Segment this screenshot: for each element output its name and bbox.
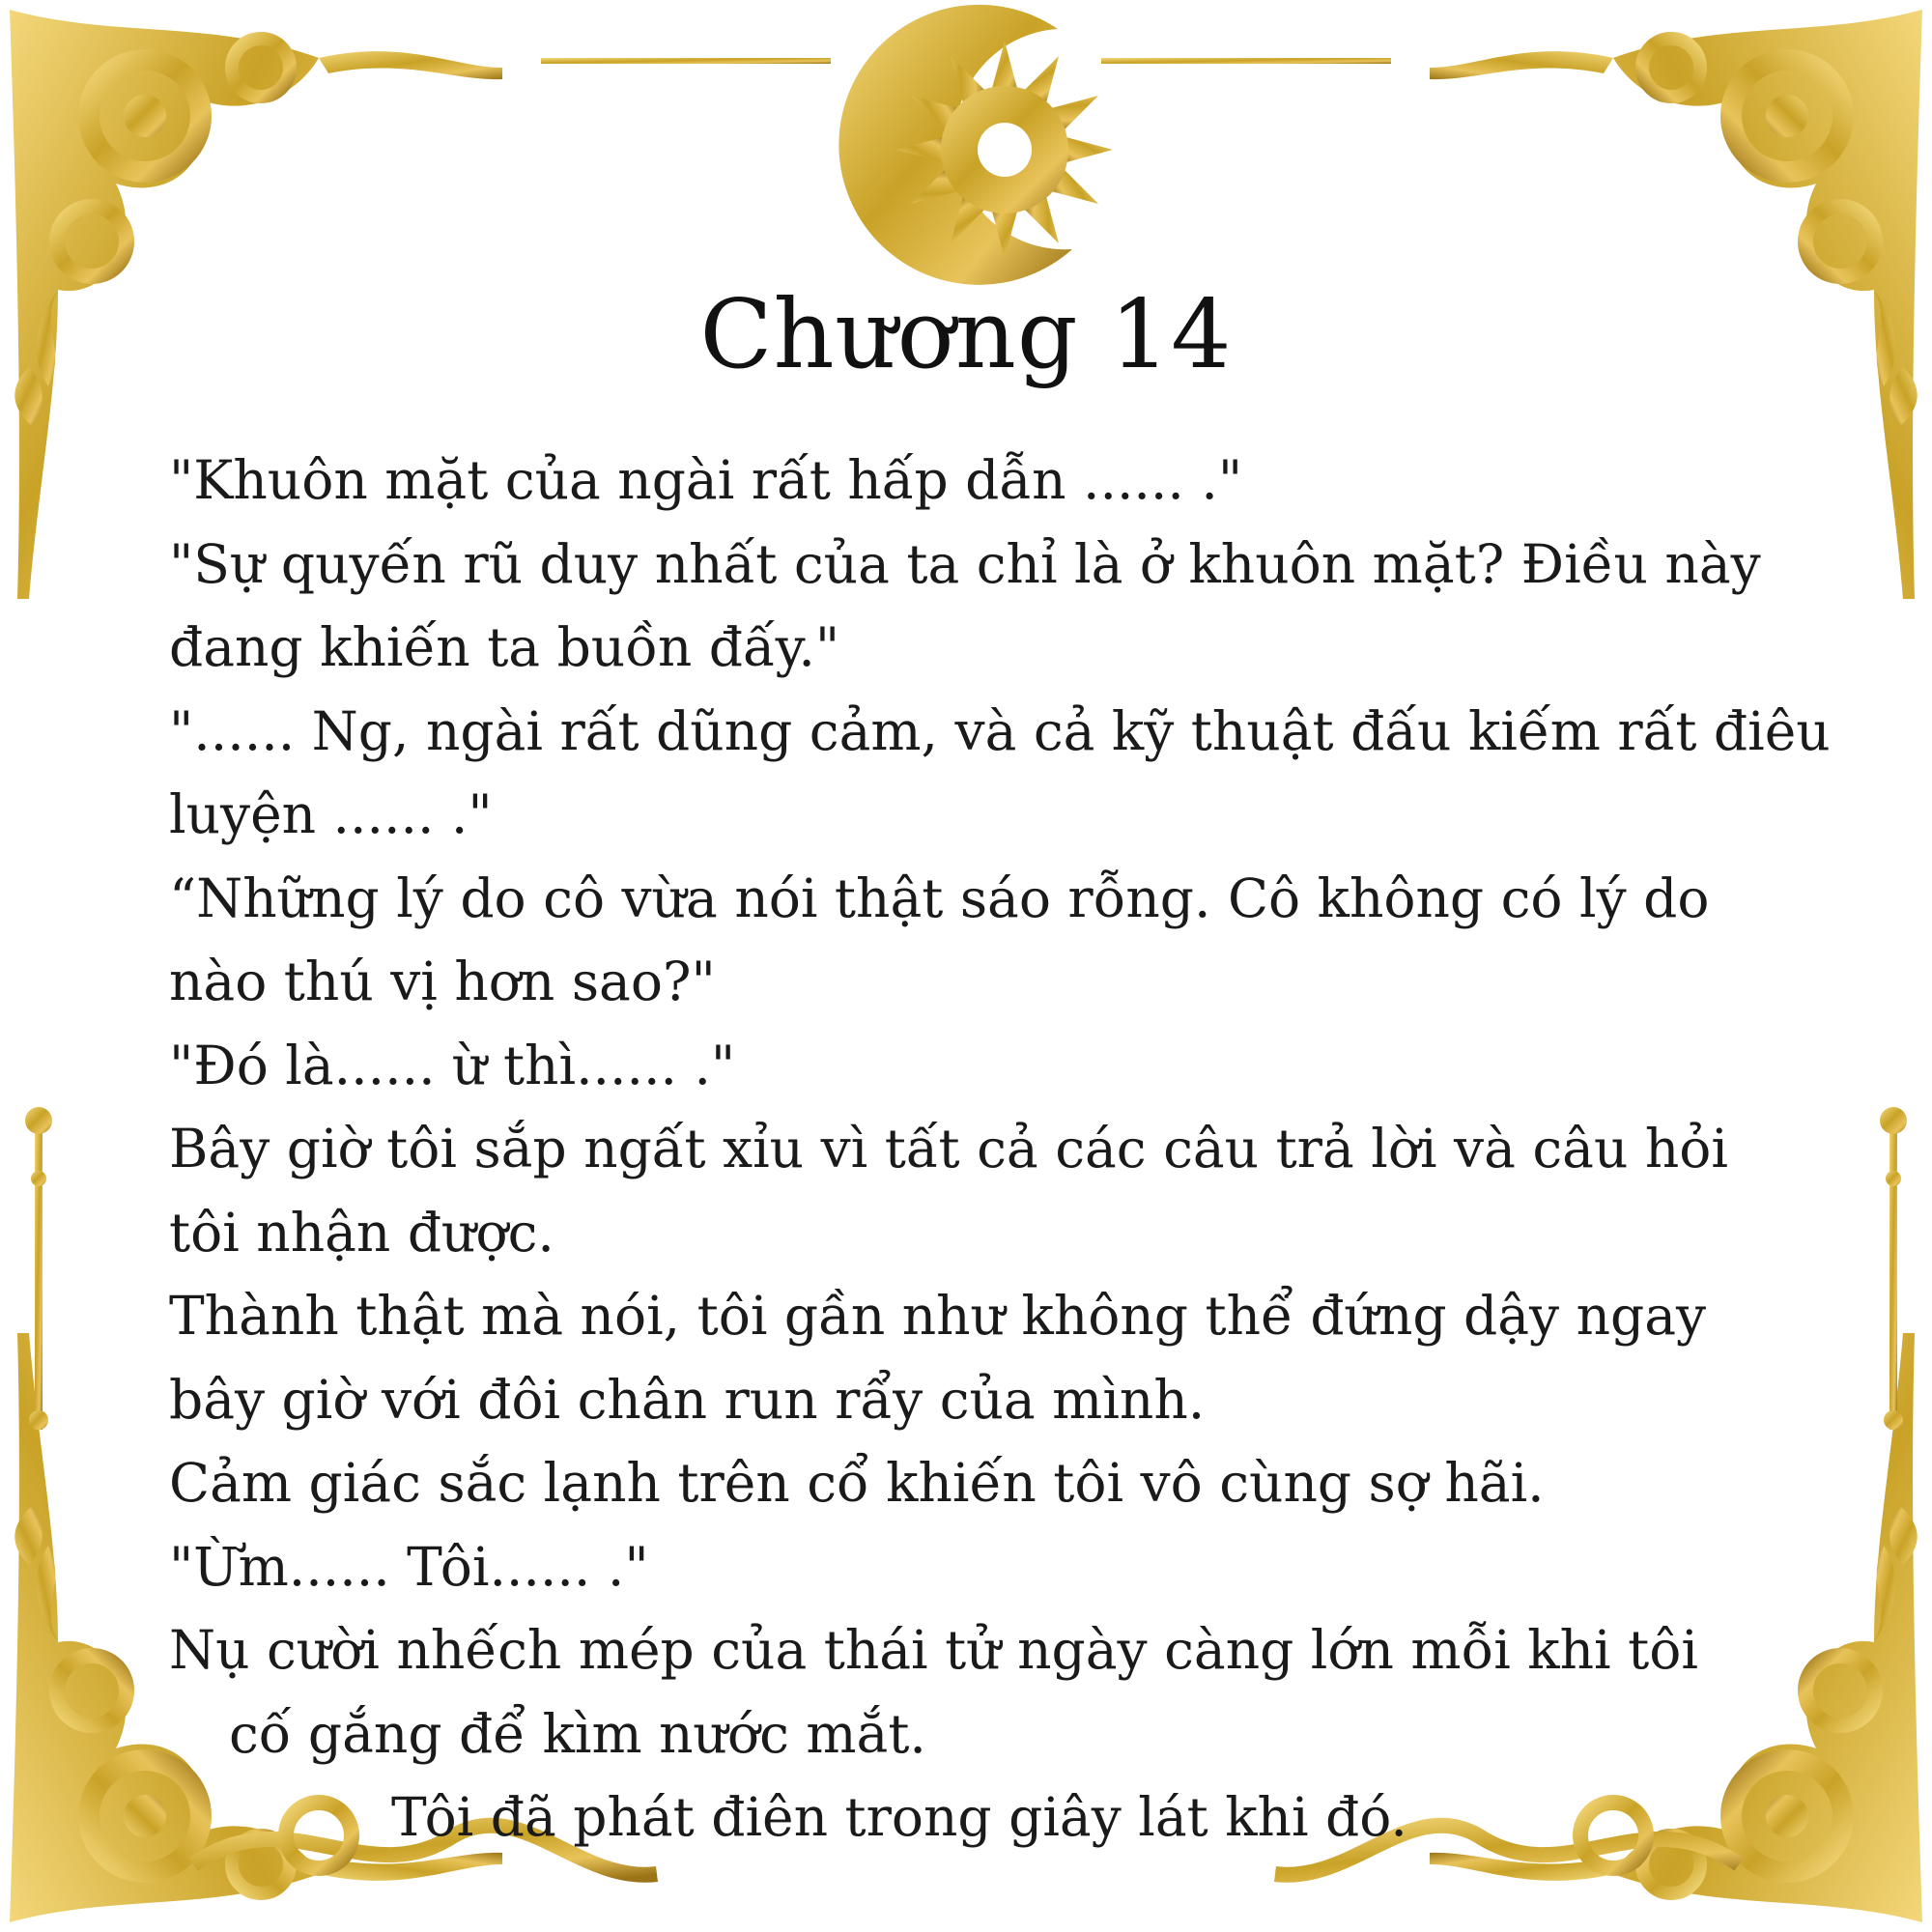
chapter-text — [169, 439, 1889, 1860]
text-line: Thành thật mà nói, tôi gần như không thể đứng dậy ngay — [169, 1285, 1707, 1347]
text-line: bây giờ với đôi chân run rẩy của mình. — [169, 1368, 1206, 1431]
chapter-title: Chương 14 — [699, 280, 1233, 390]
text-line: “Những lý do cô vừa nói thật sáo rỗng. Cô không có lý do — [169, 867, 1710, 929]
text-line: Nụ cười nhếch mép của thái tử ngày càng lớn mỗi khi tôi — [169, 1619, 1698, 1681]
text-line: luyện ...... ." — [169, 783, 493, 845]
text-line: Tôi đã phát điên trong giây lát khi đó. — [391, 1786, 1407, 1848]
text-line: "Đó là...... ừ thì...... ." — [169, 1034, 736, 1096]
text-line: "...... Ng, ngài rất dũng cảm, và cả kỹ thuật đấu kiếm rất điêu — [169, 699, 1831, 762]
text-line: "Sự quyến rũ duy nhất của ta chỉ là ở khuôn mặt? Điều này — [169, 532, 1761, 595]
moon-sun-emblem-icon — [838, 5, 1113, 285]
text-line: nào thú vị hơn sao?" — [169, 951, 716, 1012]
text-line: Cảm giác sắc lạnh trên cổ khiến tôi vô cùng sợ hãi. — [169, 1452, 1545, 1514]
text-line: cố gắng để kìm nước mắt. — [229, 1702, 926, 1765]
text-line: "Ừm...... Tôi...... ." — [169, 1535, 649, 1598]
text-line: Bây giờ tôi sắp ngất xỉu vì tất cả các câu trả lời và câu hỏi — [169, 1118, 1728, 1179]
text-line: đang khiến ta buồn đấy." — [169, 616, 840, 678]
text-line: tôi nhận được. — [169, 1201, 554, 1264]
text-line: "Khuôn mặt của ngài rất hấp dẫn ...... ." — [169, 449, 1243, 511]
